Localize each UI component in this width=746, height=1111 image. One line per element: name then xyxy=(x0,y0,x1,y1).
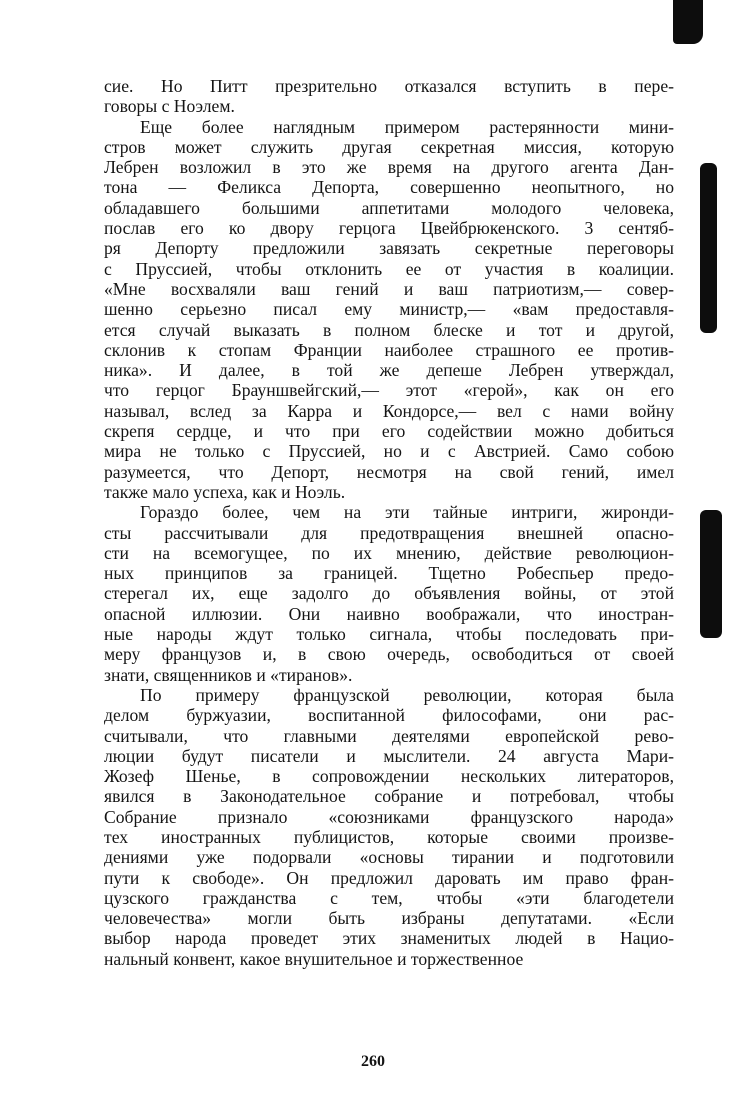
text-line: шенно серьезно писал ему министр,— «вам предоставля- xyxy=(104,299,674,320)
text-line: цузского гражданства с тем, чтобы «эти благодетели xyxy=(104,887,674,908)
text-line: Лебрен возложил в это же время на другого агента Дан- xyxy=(104,157,674,178)
text-line: ника». И далее, в той же депеше Лебрен утверждал, xyxy=(104,360,674,381)
text-line: ря Депорту предложили завязать секретные переговоры xyxy=(104,238,674,259)
text-line: ется случай выказать в полном блеске и тот и другой, xyxy=(104,319,674,340)
paragraph xyxy=(104,685,674,969)
text-line: обладавшего большими аппетитами молодого человека, xyxy=(104,197,674,218)
text-line: тех иностранных публицистов, которые своими произве- xyxy=(104,826,674,847)
scan-edge-mark-middle xyxy=(700,163,717,333)
text-line: сты рассчитывали для предотвращения внешней опасно- xyxy=(104,522,674,543)
text-line: сти на всемогущее, по их мнению, действие революцион- xyxy=(104,542,674,563)
text-line: разумеется, что Депорт, несмотря на свой гений, имел xyxy=(104,461,674,482)
page-number: 260 xyxy=(361,1053,385,1070)
page-body-text xyxy=(104,76,674,969)
text-line: ные народы ждут только сигнала, чтобы последовать при- xyxy=(104,624,674,645)
text-line: скрепя сердце, и что при его содействии можно добиться xyxy=(104,421,674,442)
paragraph xyxy=(104,117,674,503)
text-line: сие. Но Питт презрительно отказался вступить в пере- xyxy=(104,76,674,96)
text-line: склонив к стопам Франции наиболее страшного ее против- xyxy=(104,339,674,360)
text-line: Собрание признало «союзниками французского народа» xyxy=(104,806,674,827)
text-line: тона — Феликса Депорта, совершенно неопытного, но xyxy=(104,177,674,198)
text-line: знати, священников и «тиранов». xyxy=(104,664,353,685)
text-line: дениями уже подорвали «основы тирании и подготовили xyxy=(104,847,674,868)
text-line: с Пруссией, чтобы отклонить ее от участия в коалиции. xyxy=(104,258,674,279)
scan-edge-mark-top xyxy=(673,0,703,44)
text-line: пути к свободе». Он предложил даровать им право фран- xyxy=(104,867,674,888)
text-line: опасной иллюзии. Они наивно воображали, что иностран- xyxy=(104,603,674,624)
text-line: выбор народа проведет этих знаменитых людей в Нацио- xyxy=(104,928,674,949)
text-line: Жозеф Шенье, в сопровождении нескольких литераторов, xyxy=(104,766,674,787)
text-line: считывали, что главными деятелями европейской рево- xyxy=(104,725,674,746)
text-line: Еще более наглядным примером растерянности мини- xyxy=(140,116,674,137)
text-line: нальный конвент, какое внушительное и торжественное xyxy=(104,948,524,969)
paragraph xyxy=(104,502,674,685)
text-line: что герцог Брауншвейгский,— этот «герой», как он его xyxy=(104,380,674,401)
text-line: послав его ко двору герцога Цвейбрюкенского. 3 сентяб- xyxy=(104,218,674,239)
text-line: ных принципов за границей. Тщетно Робеспьер предо- xyxy=(104,563,674,584)
text-line: стерегал их, еще задолго до объявления войны, от этой xyxy=(104,583,674,604)
text-line: Гораздо более, чем на эти тайные интриги, жиронди- xyxy=(140,502,674,523)
text-line: делом буржуазии, воспитанной философами, они рас- xyxy=(104,705,674,726)
scan-edge-mark-lower xyxy=(700,510,722,638)
text-line: меру французов и, в свою очередь, освободиться от своей xyxy=(104,644,674,665)
text-line: называл, вслед за Карра и Кондорсе,— вел с нами войну xyxy=(104,400,674,421)
paragraph xyxy=(104,76,674,117)
text-line: мира не только с Пруссией, но и с Австрией. Само собою xyxy=(104,441,674,462)
text-line: стров может служить другая секретная миссия, которую xyxy=(104,136,674,157)
text-line: люции будут писатели и мыслители. 24 августа Мари- xyxy=(104,745,674,766)
text-line: также мало успеха, как и Ноэль. xyxy=(104,481,346,502)
text-line: явился в Законодательное собрание и потребовал, чтобы xyxy=(104,786,674,807)
text-line: По примеру французской революции, которая была xyxy=(140,684,674,705)
text-line: говоры с Ноэлем. xyxy=(104,96,235,117)
text-line: «Мне восхваляли ваш гений и ваш патриотизм,— совер- xyxy=(104,278,674,299)
text-line: человечества» могли быть избраны депутатами. «Если xyxy=(104,908,674,929)
